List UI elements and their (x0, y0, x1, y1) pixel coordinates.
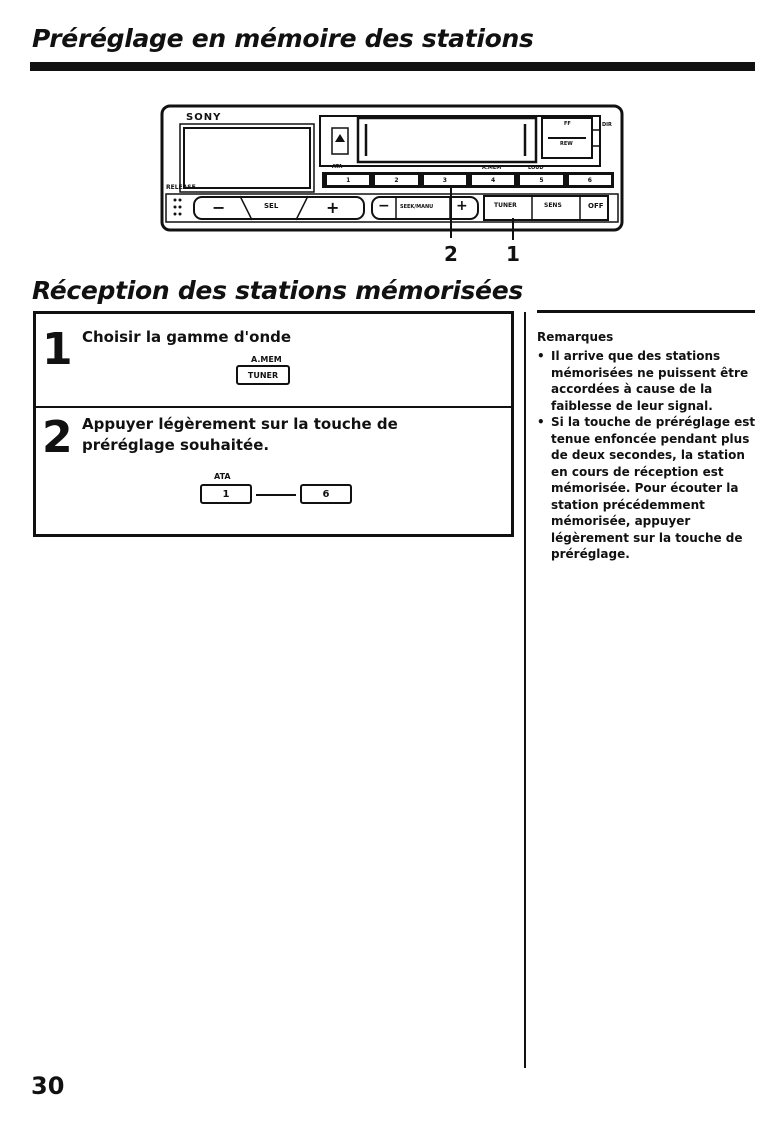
callout-number-1: 1 (506, 242, 520, 266)
volume-plus-button[interactable]: + (326, 198, 340, 217)
preset-button-4[interactable]: 4 (471, 174, 515, 186)
volume-minus-button[interactable]: − (212, 198, 226, 217)
note-item: • Il arrive que des stations mémorisées ne puissent être accordées à cause de la faiblesse de leur signal. (537, 348, 757, 414)
step-1-number: 1 (42, 324, 73, 375)
step-2-range-line (256, 494, 296, 496)
ata-label: ATA (332, 164, 343, 170)
dir-label: DIR (602, 122, 612, 128)
page-number: 30 (31, 1072, 65, 1100)
car-stereo-drawing (160, 104, 624, 232)
tuner-button[interactable]: TUNER (494, 202, 517, 209)
step-1-tuner-button[interactable]: TUNER (236, 365, 290, 385)
callout-number-2: 2 (444, 242, 458, 266)
step-1-text: Choisir la gamme d'onde (82, 328, 292, 346)
seek-manu-button[interactable]: SEEK/MANU (400, 204, 434, 210)
column-divider (524, 312, 526, 1068)
seek-minus-button[interactable]: − (378, 198, 390, 214)
preset-button-2[interactable]: 2 (374, 174, 418, 186)
title-rule (30, 62, 755, 71)
notes-title: Remarques (537, 330, 614, 344)
loud-label: LOUD (528, 165, 544, 171)
brand-logo: SONY (186, 112, 222, 123)
step-2-preset-button-last[interactable]: 6 (300, 484, 352, 504)
release-label: RELEASE (166, 184, 196, 191)
section-title: Réception des stations mémorisées (32, 276, 523, 305)
notes-rule (537, 310, 755, 313)
steps-box (33, 311, 514, 537)
notes-list (537, 348, 757, 563)
step-2-ata-label: ATA (214, 472, 231, 481)
amem-label: A.MEM (482, 165, 502, 171)
ff-label: FF (564, 121, 571, 127)
preset-button-1[interactable]: 1 (326, 174, 370, 186)
sel-button[interactable]: SEL (264, 202, 279, 210)
rew-label: REW (560, 141, 573, 147)
page-title: Préréglage en mémoire des stations (32, 24, 534, 53)
step-2-text: Appuyer légèrement sur la touche de préréglage souhaitée. (82, 415, 398, 454)
step-1-amem-label: A.MEM (251, 355, 282, 364)
step-2-number: 2 (42, 412, 73, 463)
seek-plus-button[interactable]: + (456, 198, 468, 214)
preset-button-3[interactable]: 3 (423, 174, 467, 186)
sens-button[interactable]: SENS (544, 202, 562, 209)
car-stereo-illustration (160, 104, 624, 232)
note-item: • Si la touche de préréglage est tenue enfoncée pendant plus de deux secondes, la station en cours de réception est mémorisée. Pour écouter la station précédemment mémorisée, appuyer légèrement sur la touche de préréglage. (537, 414, 757, 563)
callout-line-1 (512, 218, 514, 240)
preset-button-5[interactable]: 5 (519, 174, 563, 186)
step-divider (36, 406, 511, 408)
callout-line-2 (450, 186, 452, 238)
preset-buttons (326, 174, 612, 186)
step-2-preset-button-first[interactable]: 1 (200, 484, 252, 504)
preset-button-6[interactable]: 6 (568, 174, 612, 186)
off-button[interactable]: OFF (588, 202, 604, 210)
